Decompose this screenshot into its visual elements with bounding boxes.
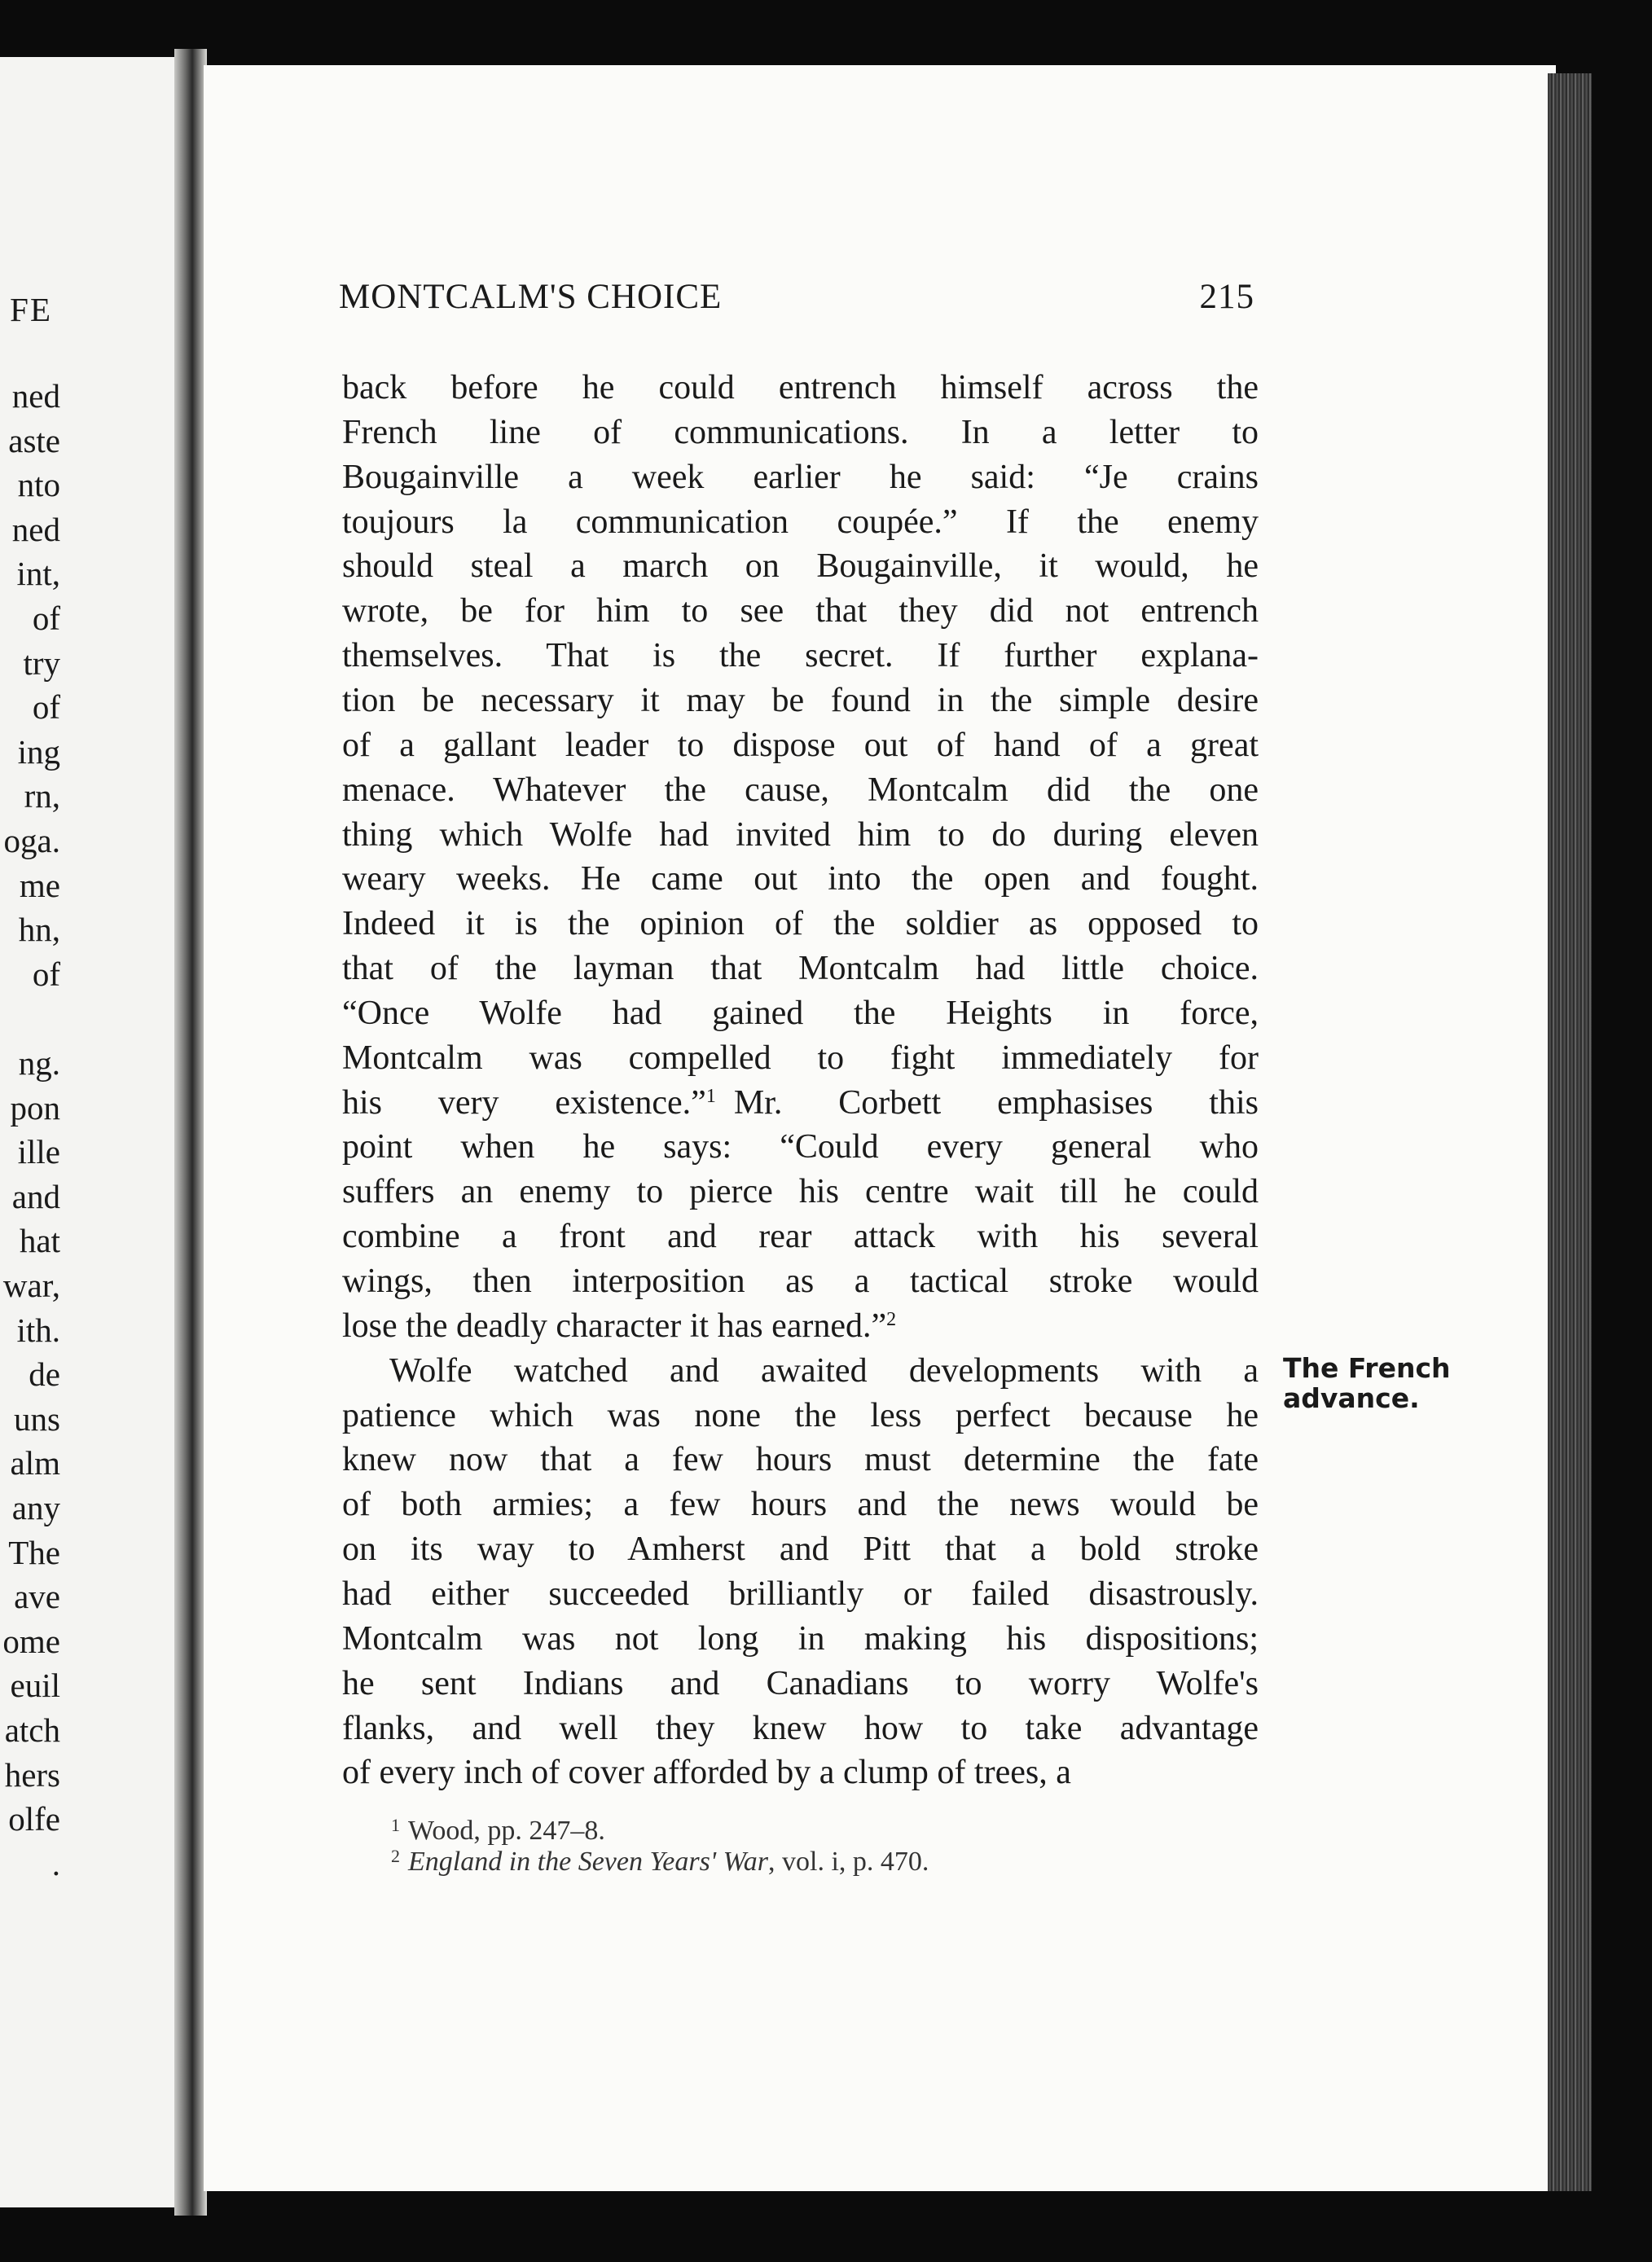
facing-page-line: olfe (8, 1800, 60, 1838)
body-line (342, 1309, 1259, 1343)
body-line: of a gallant leader to dispose out of hand of a great (342, 726, 1259, 764)
facing-page-line: hat (19, 1222, 60, 1260)
facing-page-line: pon (10, 1088, 60, 1127)
footnote-text: , vol. i, p. 470. (768, 1847, 929, 1877)
body-line: back before he could entrench himself across the (342, 369, 1259, 406)
page-number: 215 (1199, 278, 1254, 316)
facing-page-line: ave (14, 1578, 60, 1616)
facing-page-line: of (32, 600, 60, 637)
body-line: of both armies; a few hours and the news would be (342, 1486, 1259, 1524)
page-fore-edge (1548, 73, 1592, 2191)
body-line: suffers an enemy to pierce his centre wait till he could (342, 1173, 1259, 1211)
book-gutter (174, 49, 207, 2216)
footnote (391, 1847, 929, 1876)
facing-page-line: ned (11, 377, 60, 415)
footnote (391, 1816, 605, 1845)
facing-page-line: euil (10, 1667, 60, 1705)
footnote-marker: 1 (391, 1815, 400, 1835)
facing-page-line: ome (2, 1622, 60, 1660)
body-line: Bougainville a week earlier he said: “Je crains (342, 458, 1259, 496)
footnote-marker: 2 (391, 1846, 400, 1866)
facing-page-line: de (29, 1355, 60, 1394)
body-line: thing which Wolfe had invited him to do during eleven (342, 815, 1259, 854)
body-line: Montcalm was not long in making his dispositions; (342, 1619, 1259, 1658)
footnote-ref: 2 (886, 1308, 897, 1330)
body-line: Indeed it is the opinion of the soldier as opposed to (342, 905, 1259, 943)
facing-page-line: atch (4, 1711, 60, 1749)
body-line: flanks, and well they knew how to take advantage (342, 1709, 1259, 1747)
body-line: Montcalm was compelled to fight immediately for (342, 1039, 1259, 1077)
facing-page-line: ille (17, 1133, 60, 1171)
facing-page-line: hn, (18, 911, 60, 949)
body-line: he sent Indians and Canadians to worry Wolfe's (342, 1664, 1259, 1702)
facing-page-line: uns (14, 1399, 60, 1438)
facing-page-line: oga. (3, 822, 60, 859)
body-line: tion be necessary it may be found in the simple desire (342, 681, 1259, 719)
body-line: knew now that a few hours must determine the fate (342, 1441, 1259, 1479)
body-line: “Once Wolfe had gained the Heights in force, (342, 994, 1259, 1032)
facing-page-line: rn, (24, 777, 60, 815)
body-line: themselves. That is the secret. If further explana- (342, 637, 1259, 675)
sidenote-line: advance. (1283, 1382, 1420, 1414)
facing-page-line: me (19, 866, 60, 904)
body-line: on its way to Amherst and Pitt that a bold stroke (342, 1531, 1259, 1569)
facing-page-line: of (32, 688, 60, 727)
facing-page-line: ith. (16, 1311, 60, 1349)
facing-page-line: The (8, 1533, 60, 1571)
body-line: wrote, be for him to see that they did not entrench (342, 592, 1259, 630)
facing-page-line: int, (16, 555, 60, 593)
body-line-text: lose the deadly character it has earned.” (342, 1307, 887, 1345)
body-line-text: his very existence.” (342, 1083, 706, 1122)
facing-page-line: war, (2, 1267, 60, 1304)
running-head-title: MONTCALM'S CHOICE (339, 278, 723, 316)
facing-page-line: ng. (18, 1044, 60, 1082)
body-line: toujours la communication coupée.” If the enemy (342, 503, 1259, 541)
body-line-text: Mr. Corbett emphasises this (733, 1083, 1259, 1122)
body-line: weary weeks. He came out into the open and fought. (342, 860, 1259, 898)
facing-page-line: try (23, 643, 60, 682)
body-line: menace. Whatever the cause, Montcalm did the one (342, 771, 1259, 809)
facing-page-line: and (11, 1177, 60, 1215)
facing-page-line: aste (8, 421, 60, 459)
body-line (342, 1083, 1259, 1122)
facing-page-line: . (51, 1844, 60, 1882)
facing-page-line: ned (11, 510, 60, 548)
facing-page-line: ing (17, 732, 60, 771)
facing-page-line: of (32, 955, 60, 993)
body-line: Wolfe watched and awaited developments with a (389, 1351, 1259, 1390)
body-line: point when he says: “Could every general who (342, 1128, 1259, 1166)
facing-page-left (0, 57, 189, 2207)
body-line: had either succeeded brilliantly or failed disastrously. (342, 1575, 1259, 1613)
body-line: French line of communications. In a letter to (342, 413, 1259, 451)
footnote-title: England in the Seven Years' War (408, 1847, 769, 1877)
footnote-text: Wood, pp. 247–8. (408, 1816, 605, 1846)
body-line: combine a front and rear attack with his several (342, 1218, 1259, 1256)
body-line: that of the layman that Montcalm had little choice. (342, 950, 1259, 988)
facing-page-line: nto (17, 466, 60, 504)
facing-page-line: any (11, 1489, 60, 1526)
facing-page-header-fragment: FE (10, 291, 52, 328)
body-line: should steal a march on Bougainville, it would, he (342, 547, 1259, 586)
body-line: patience which was none the less perfect because he (342, 1396, 1259, 1434)
facing-page-line: hers (4, 1755, 60, 1794)
sidenote-line: The French (1283, 1352, 1451, 1384)
footnote-ref: 1 (705, 1085, 716, 1107)
body-line: of every inch of cover afforded by a clump of trees, a (342, 1754, 1071, 1792)
facing-page-line: alm (10, 1444, 60, 1482)
body-line: wings, then interposition as a tactical stroke would (342, 1263, 1259, 1300)
